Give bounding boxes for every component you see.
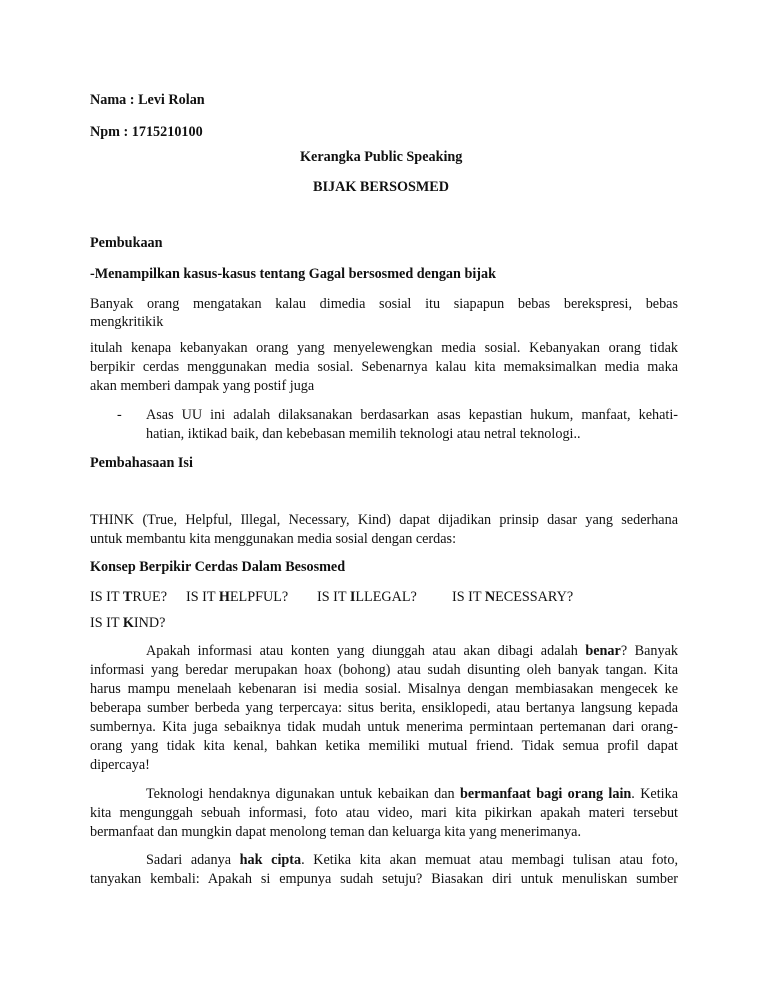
question-illegal: IS IT ILLEGAL? <box>317 589 417 605</box>
cipta-para-line2: tanyakan kembali: Apakah si empunya sudah setuju? Biasakan diri untuk menuliskan sumber <box>90 871 678 887</box>
pembukaan-para2-line1: itulah kenapa kebanyakan orang yang menyelewengkan media sosial. Kebanyakan orang tidak <box>90 340 678 356</box>
pembukaan-para2-line2: berpikir cerdas menggunakan media sosial. Sebenarnya kalau kita memaksimalkan media maka <box>90 359 678 375</box>
manfaat-para-line2: kita mengunggah sebuah informasi, foto atau video, mari kita pikirkan apakah materi tersebut <box>90 805 678 821</box>
student-npm: Npm : 1715210100 <box>90 124 203 140</box>
think-line1: THINK (True, Helpful, Illegal, Necessary, Kind) dapat dijadikan prinsip dasar yang sederhana <box>90 512 678 528</box>
benar-para-line6: orang yang tidak kita kenal, bahkan ketika memiliki mutual friend. Tidak semua profil dapat <box>90 738 678 754</box>
pembukaan-para2-line3: akan memberi dampak yang postif juga <box>90 378 315 394</box>
pembukaan-para1-line1: Banyak orang mengatakan kalau dimedia sosial itu siapapun bebas berekspresi, bebas <box>90 296 678 312</box>
konsep-heading: Konsep Berpikir Cerdas Dalam Besosmed <box>90 559 346 575</box>
benar-para-line4: beberapa sumber berbeda yang terpercaya: situs berita, ensiklopedi, atau bertanya langsung kepada <box>90 700 678 716</box>
manfaat-para-line1: Teknologi hendaknya digunakan untuk kebaikan dan bermanfaat bagi orang lain. Ketika <box>146 786 679 802</box>
benar-para-line5: sumbernya. Kita juga sebaiknya tidak mudah untuk menerima permintaan pertemanan dari orang- <box>90 719 678 735</box>
bullet-marker: - <box>117 407 122 423</box>
question-necessary: IS IT NECESSARY? <box>452 589 574 605</box>
benar-para-line7: dipercaya! <box>90 757 150 773</box>
benar-para-line1: Apakah informasi atau konten yang diunggah atau akan dibagi adalah benar? Banyak <box>146 643 678 659</box>
think-line2: untuk membantu kita menggunakan media sosial dengan cerdas: <box>90 531 457 547</box>
bullet-line1: Asas UU ini adalah dilaksanakan berdasarkan asas kepastian hukum, manfaat, kehati- <box>146 407 678 423</box>
pembukaan-subheading: -Menampilkan kasus-kasus tentang Gagal bersosmed dengan bijak <box>90 266 496 282</box>
manfaat-para-line3: bermanfaat dan mungkin dapat menolong teman dan keluarga kita yang menerimanya. <box>90 824 582 840</box>
section-heading-pembukaan: Pembukaan <box>90 235 163 251</box>
student-name: Nama : Levi Rolan <box>90 92 205 108</box>
question-helpful: IS IT HELPFUL? <box>186 589 289 605</box>
bullet-line2: hatian, iktikad baik, dan kebebasan memilih teknologi atau netral teknologi.. <box>146 426 581 442</box>
document-subtitle: BIJAK BERSOSMED <box>313 179 449 195</box>
question-true: IS IT TRUE? <box>90 589 167 605</box>
benar-para-line2: informasi yang beredar merupakan hoax (bohong) atau sudah disunting oleh banyak tangan. Kita <box>90 662 678 678</box>
question-kind: IS IT KIND? <box>90 615 166 631</box>
section-heading-pembahasan: Pembahasaan Isi <box>90 455 193 471</box>
document-title: Kerangka Public Speaking <box>300 149 463 165</box>
cipta-para-line1: Sadari adanya hak cipta. Ketika kita akan memuat atau membagi tulisan atau foto, <box>146 852 679 868</box>
pembukaan-para1-line2: mengkritikik <box>90 314 164 330</box>
benar-para-line3: harus mampu menelaah kebenaran isi media sosial. Misalnya dengan membiasakan mengecek ke <box>90 681 678 697</box>
